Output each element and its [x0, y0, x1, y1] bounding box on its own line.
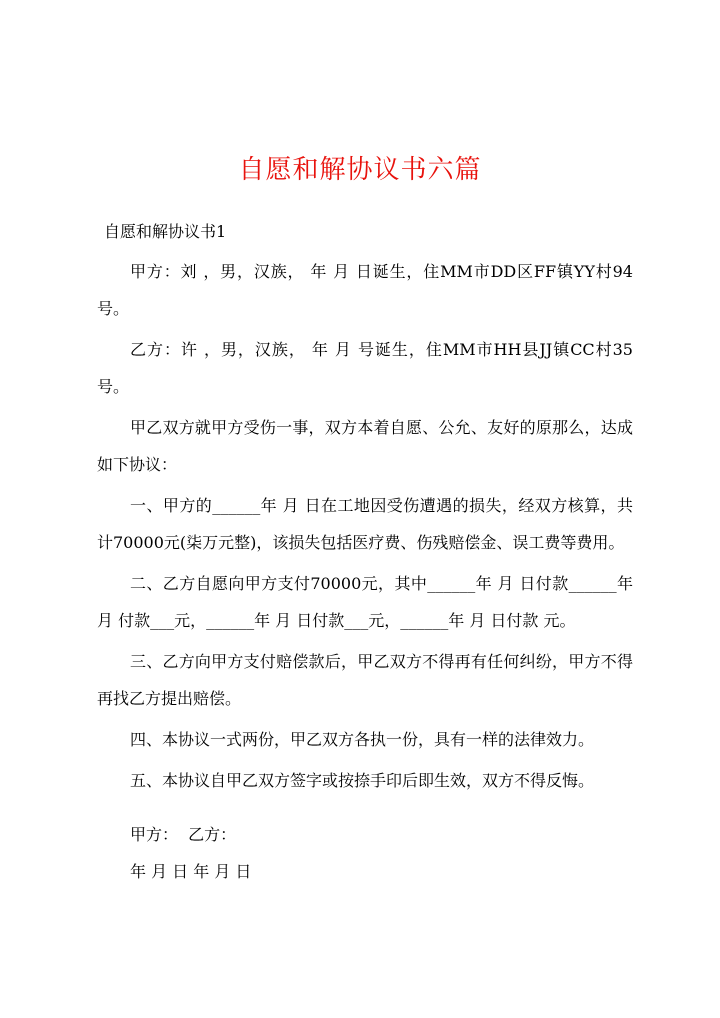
party-a-info: 甲方：刘 ，男，汉族， 年 月 日诞生，住MM市DD区FF镇YY村94号。: [97, 262, 633, 318]
party-b-info: 乙方：许 ，男，汉族， 年 月 号诞生，住MM市HH县JJ镇CC村35号。: [97, 340, 633, 396]
agreement-body: [97, 254, 633, 803]
signature-dates: 年 月 日 年 月 日: [130, 862, 252, 881]
clause-3: 三、乙方向甲方支付赔偿款后，甲乙双方不得再有任何纠纷，甲方不得再找乙方提出赔偿。: [97, 652, 633, 708]
section-heading: 自愿和解协议书1: [104, 222, 227, 241]
clause-2: 二、乙方自愿向甲方支付70000元，其中______年 月 日付款______年 月 付款___元，______年 月 日付款___元，______年 月 日付款 元。: [97, 574, 633, 630]
clause-4: 四、本协议一式两份，甲乙双方各执一份，具有一样的法律效力。: [130, 730, 595, 749]
clause-1: 一、甲方的______年 月 日在工地因受伤遭遇的损失，经双方核算，共计70000元(柒万元整)，该损失包括医疗费、伤残赔偿金、误工费等费用。: [97, 496, 633, 552]
clause-5: 五、本协议自甲乙双方签字或按捺手印后即生效，双方不得反悔。: [130, 770, 595, 790]
document-title: 自愿和解协议书六篇: [238, 155, 482, 185]
agreement-intro: 甲乙双方就甲方受伤一事，双方本着自愿、公允、友好的原那么，达成如下协议：: [97, 418, 633, 474]
signature-parties: 甲方： 乙方：: [130, 825, 237, 844]
